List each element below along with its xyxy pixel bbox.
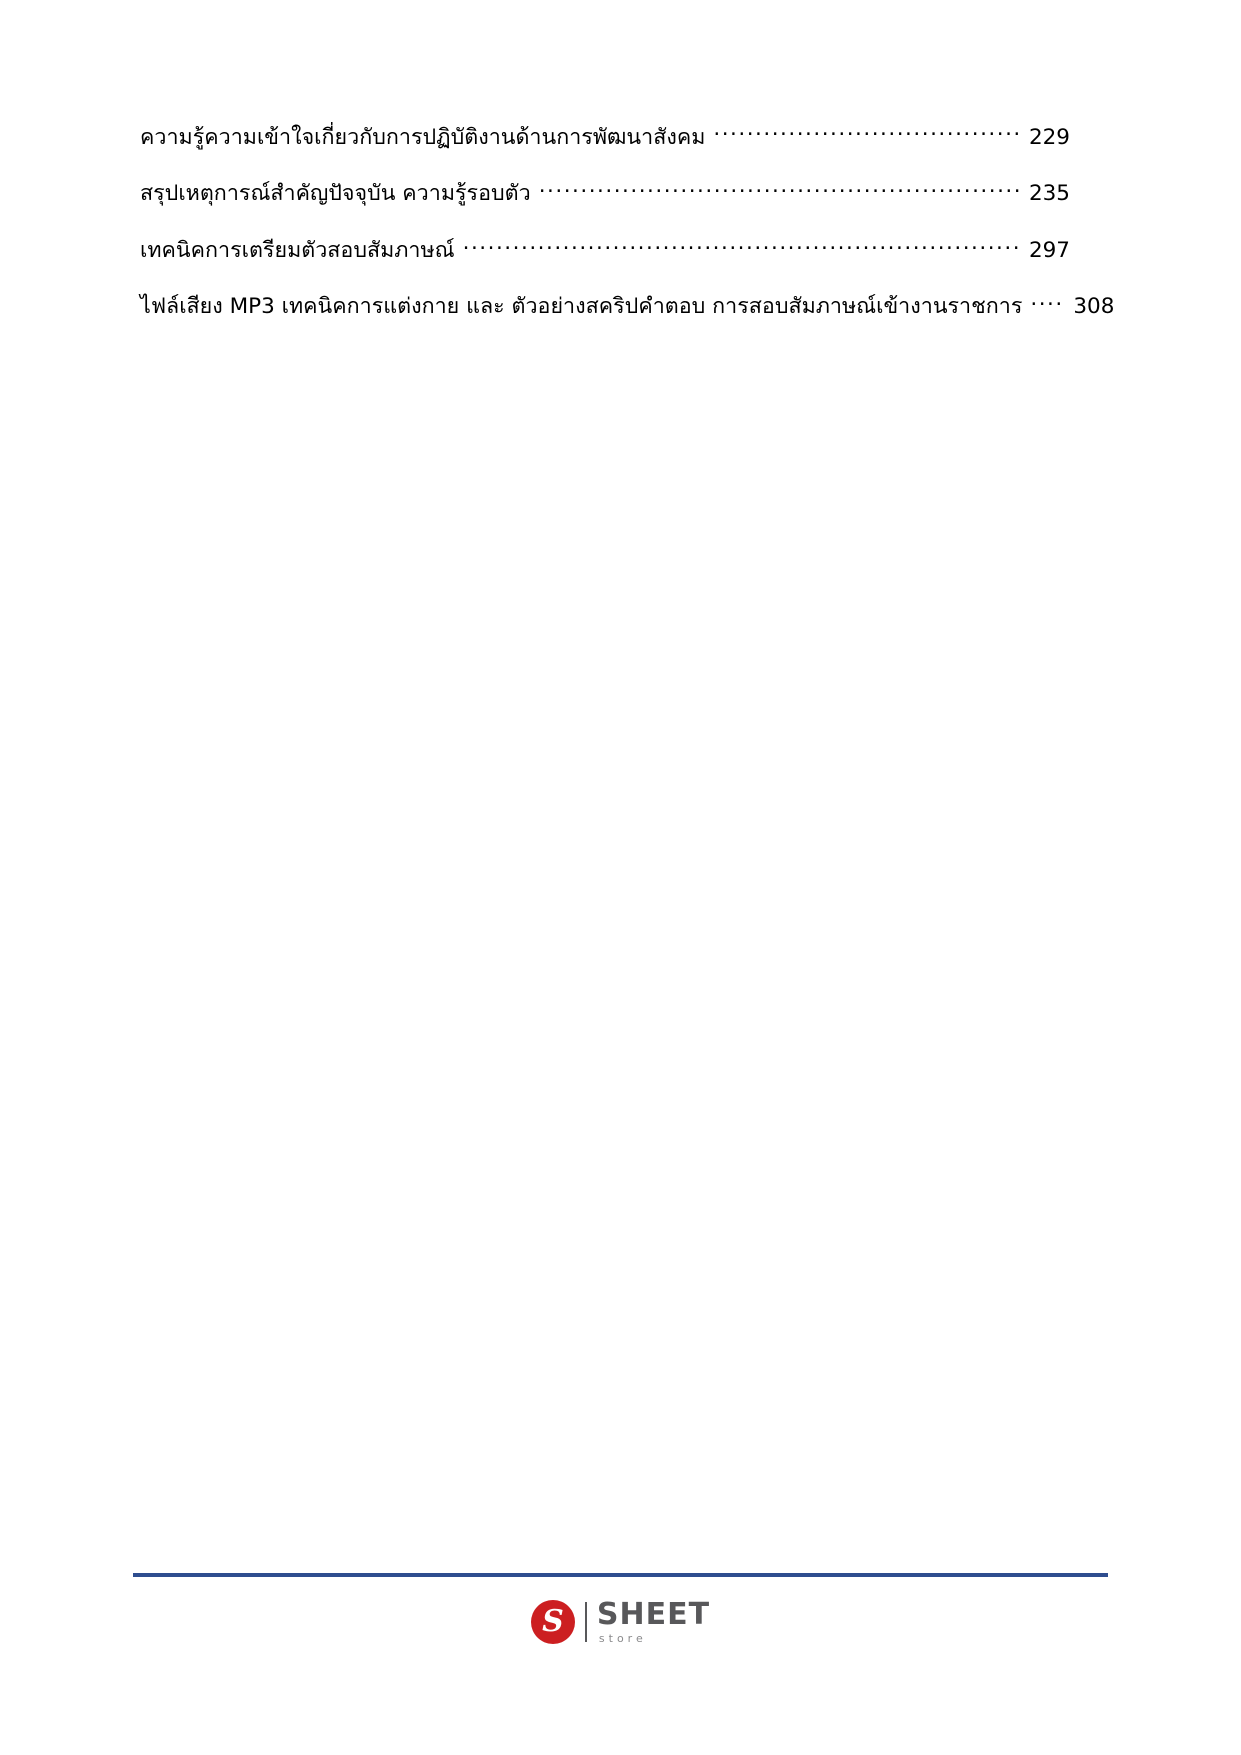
toc-entry[interactable] <box>140 292 1115 322</box>
table-of-contents <box>140 122 1115 348</box>
logo-divider <box>585 1602 587 1642</box>
toc-leader-dots <box>463 235 1020 257</box>
toc-entry[interactable] <box>140 179 1070 209</box>
toc-entry[interactable] <box>140 235 1070 265</box>
toc-entry-page: 229 <box>1028 124 1070 150</box>
logo-brand-sub: store <box>598 1632 647 1645</box>
logo-wordmark <box>596 1597 711 1645</box>
toc-entry-page: 308 <box>1073 294 1115 320</box>
logo-brand: SHEET <box>596 1597 711 1632</box>
toc-leader-dots <box>539 179 1020 201</box>
toc-entry-title: ความรู้ความเข้าใจเกี่ยวกับการปฏิบัติงานด้านการพัฒนาสังคม <box>140 124 706 150</box>
toc-entry[interactable] <box>140 122 1070 152</box>
toc-entry-page: 297 <box>1028 237 1070 263</box>
toc-entry-page: 235 <box>1028 181 1070 207</box>
logo-letter: S <box>542 1604 564 1639</box>
toc-entry-title: เทคนิคการเตรียมตัวสอบสัมภาษณ์ <box>140 237 455 263</box>
footer-logo <box>0 1597 1241 1645</box>
sheet-store-logo-icon <box>531 1600 575 1644</box>
toc-entry-title: ไฟล์เสียง MP3 เทคนิคการแต่งกาย และ ตัวอย่างสคริปคำตอบ การสอบสัมภาษณ์เข้างานราชการ <box>140 294 1023 320</box>
toc-leader-dots <box>713 122 1020 144</box>
toc-leader-dots <box>1030 292 1064 314</box>
toc-entry-title: สรุปเหตุการณ์สำคัญปัจจุบัน ความรู้รอบตัว <box>140 181 531 207</box>
footer-divider <box>133 1573 1108 1577</box>
